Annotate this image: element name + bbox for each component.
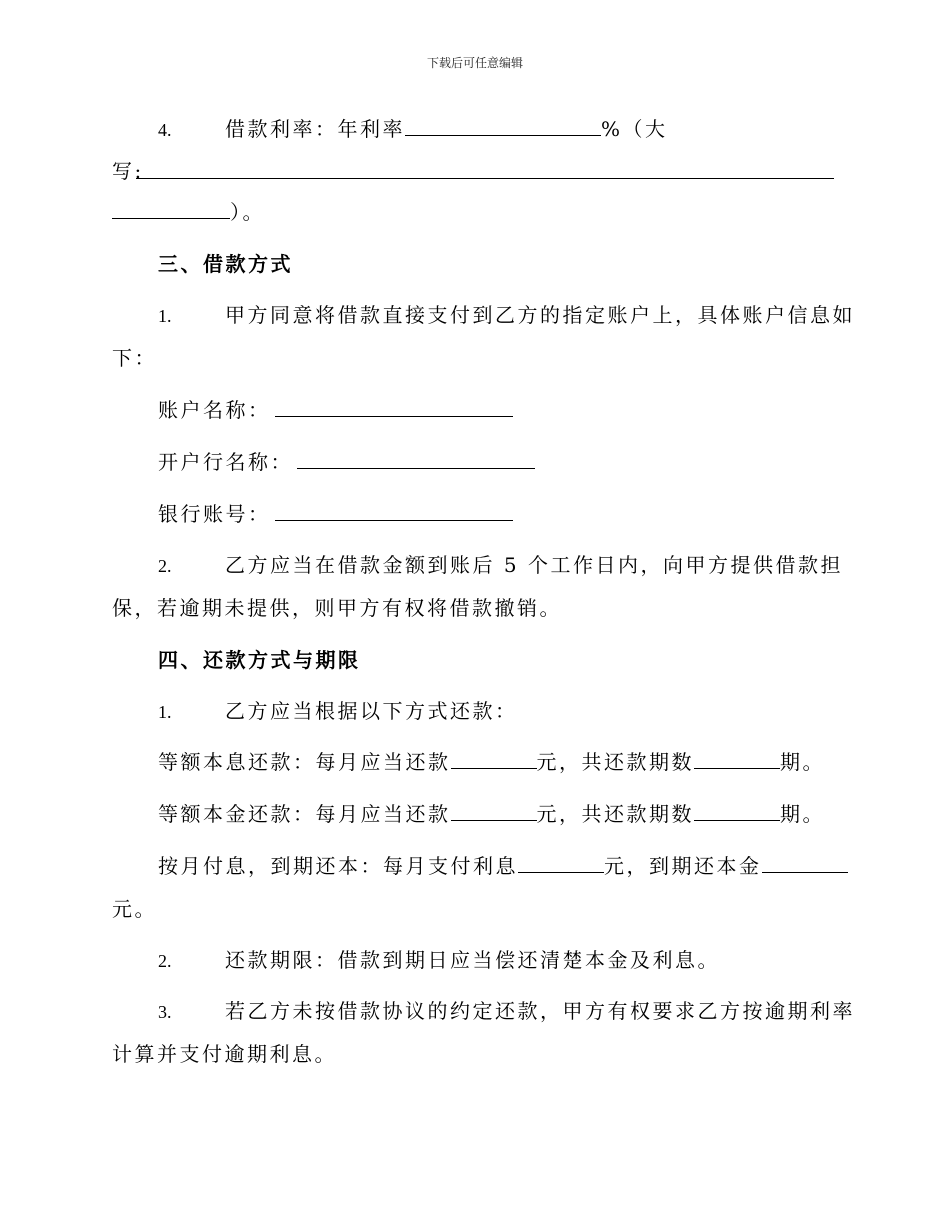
clause-number: 1. — [158, 306, 172, 326]
sec3-p2 — [158, 553, 843, 578]
clause-number: 1. — [158, 702, 172, 722]
equal-installment-row — [158, 750, 825, 774]
section-heading-repayment: 四、还款方式与期限 — [158, 648, 361, 672]
sec4-p2-text: 还款期限：借款到期日应当偿还清楚本金及利息。 — [225, 948, 720, 972]
equal-principal-suffix: 期。 — [780, 802, 825, 826]
rate-uppercase-label: 写: — [112, 159, 144, 183]
equal-installment-amount-blank[interactable] — [451, 750, 537, 769]
bank-name-blank[interactable] — [297, 450, 535, 469]
equal-installment-label: 等额本息还款：每月应当还款 — [158, 750, 451, 774]
page-header-note: 下载后可任意编辑 — [426, 56, 523, 70]
rate-blank[interactable] — [405, 117, 601, 136]
monthly-interest-cont: 元。 — [112, 897, 157, 921]
section-heading-loan-method: 三、借款方式 — [158, 252, 293, 276]
clause-number: 3. — [158, 1002, 172, 1022]
account-number-blank[interactable] — [275, 502, 513, 521]
account-number-label: 银行账号： — [158, 502, 271, 526]
sec4-p1 — [158, 699, 518, 724]
account-name-blank[interactable] — [275, 398, 513, 417]
monthly-interest-blank[interactable] — [518, 854, 604, 873]
account-name-row — [158, 398, 513, 422]
monthly-interest-label: 按月付息，到期还本：每月支付利息 — [158, 854, 518, 878]
sec3-p1 — [158, 303, 855, 328]
sec4-p3 — [158, 999, 855, 1024]
rate-uppercase-blank[interactable] — [136, 178, 834, 179]
equal-installment-periods-label: 元，共还款期数 — [536, 750, 694, 774]
principal-at-maturity-blank[interactable] — [762, 854, 848, 873]
rate-uppercase-blank-cont[interactable] — [112, 200, 230, 219]
account-number-row — [158, 502, 513, 526]
clause-number: 4. — [158, 120, 172, 140]
sec3-p1-text: 甲方同意将借款直接支付到乙方的指定账户上，具体账户信息如 — [225, 303, 855, 327]
bank-name-label: 开户行名称： — [158, 450, 293, 474]
equal-principal-periods-label: 元，共还款期数 — [536, 802, 694, 826]
rate-uppercase-end — [112, 200, 265, 224]
equal-principal-row — [158, 802, 825, 826]
account-name-label: 账户名称： — [158, 398, 271, 422]
sec3-p2-cont: 保，若逾期未提供，则甲方有权将借款撤销。 — [112, 596, 562, 620]
bank-name-row — [158, 450, 535, 474]
rate-close: ）。 — [230, 200, 265, 224]
clause-number: 2. — [158, 556, 172, 576]
sec4-p3-text: 若乙方未按借款协议的约定还款，甲方有权要求乙方按逾期利率 — [225, 999, 855, 1023]
equal-installment-suffix: 期。 — [780, 750, 825, 774]
sec4-p2 — [158, 948, 720, 973]
equal-principal-label: 等额本金还款：每月应当还款 — [158, 802, 451, 826]
sec3-p1-cont: 下： — [112, 346, 157, 370]
clause-number: 2. — [158, 951, 172, 971]
equal-principal-periods-blank[interactable] — [694, 802, 780, 821]
principal-at-maturity-label: 元，到期还本金 — [604, 854, 762, 878]
equal-installment-periods-blank[interactable] — [694, 750, 780, 769]
rate-suffix: %（大 — [601, 117, 668, 141]
equal-principal-amount-blank[interactable] — [451, 802, 537, 821]
sec3-p2-text: 乙方应当在借款金额到账后 5 个工作日内，向甲方提供借款担 — [225, 553, 843, 577]
rate-label: 借款利率：年利率 — [225, 117, 405, 141]
sec4-p1-text: 乙方应当根据以下方式还款： — [225, 699, 518, 723]
sec4-p3-cont: 计算并支付逾期利息。 — [112, 1042, 337, 1066]
monthly-interest-row — [158, 854, 848, 878]
rate-clause — [158, 117, 668, 142]
